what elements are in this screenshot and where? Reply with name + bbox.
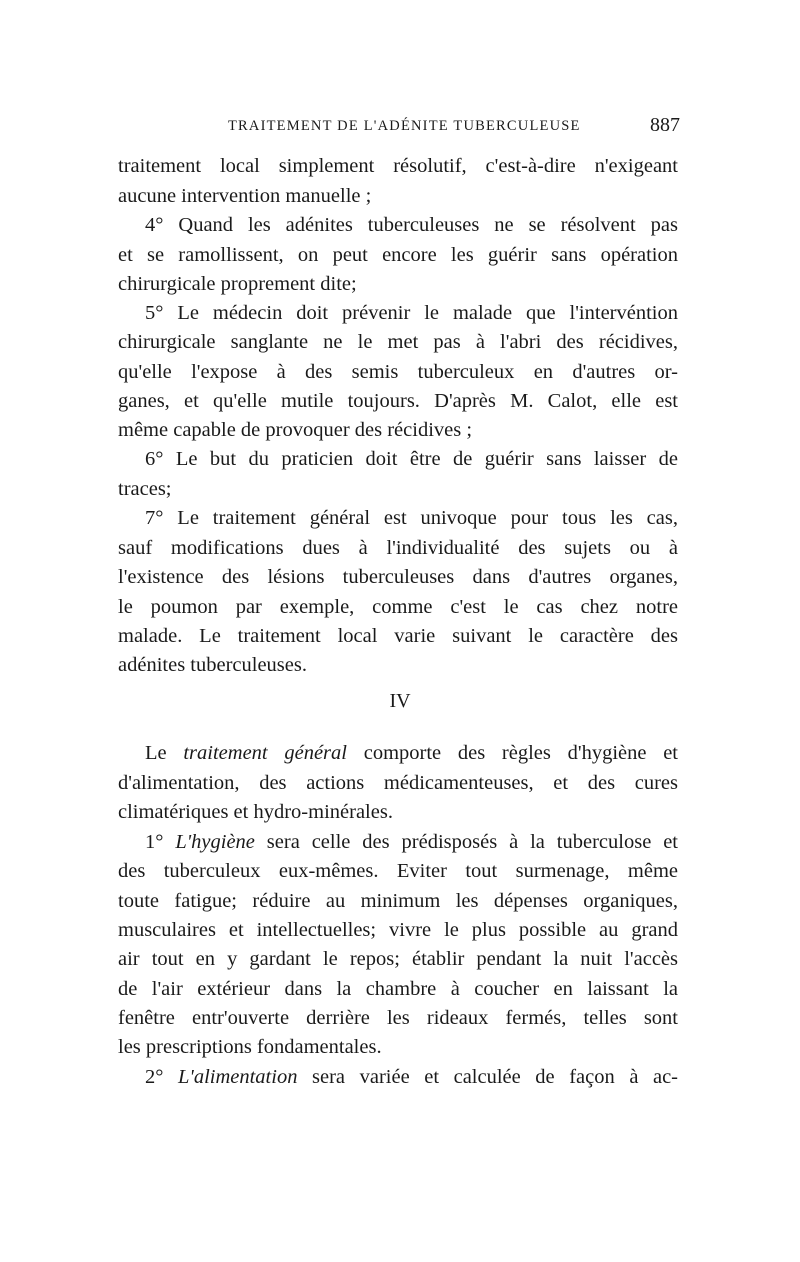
section-heading: IV (389, 690, 411, 712)
text-line: les prescriptions fondamentales. (118, 1036, 382, 1058)
italic-term: traitement général (183, 742, 347, 764)
italic-term: L'hygiène (175, 831, 255, 853)
text-line: sauf modifications dues à l'individualité des sujets ou à (118, 537, 678, 559)
text-line: climatériques et hydro-minérales. (118, 801, 393, 823)
text-line (145, 738, 678, 768)
text-line (145, 1062, 678, 1092)
text-line: malade. Le traitement local varie suivant le caractère des (118, 625, 678, 647)
text-run: comporte des règles d'hygiène et (346, 742, 678, 764)
text-line: aucune intervention manuelle ; (118, 185, 372, 207)
text-line: chirurgicale proprement dite; (118, 273, 357, 295)
text-line: 5° Le médecin doit prévenir le malade que l'intervéntion (145, 302, 678, 324)
text-run: 2° (145, 1066, 179, 1088)
running-header (120, 114, 680, 140)
page-number: 887 (650, 114, 680, 136)
text-run: Le (145, 742, 184, 764)
text-line: des tuberculeux eux-mêmes. Eviter tout surmenage, même (118, 860, 678, 882)
text-run: 1° (145, 831, 176, 853)
text-line: fenêtre entr'ouverte derrière les rideaux fermés, telles sont (118, 1007, 678, 1029)
text-line: traces; (118, 478, 172, 500)
text-line: 7° Le traitement général est univoque pour tous les cas, (145, 507, 678, 529)
text-line: traitement local simplement résolutif, c'est-à-dire n'exigeant (118, 155, 678, 177)
text-line: 4° Quand les adénites tuberculeuses ne se résolvent pas (145, 214, 678, 236)
text-line: l'existence des lésions tuberculeuses dans d'autres organes, (118, 566, 678, 588)
italic-term: L'alimentation (178, 1066, 298, 1088)
text-line: musculaires et intellectuelles; vivre le plus possible au grand (118, 919, 678, 941)
text-line: de l'air extérieur dans la chambre à coucher en laissant la (118, 978, 678, 1000)
text-line: ganes, et qu'elle mutile toujours. D'après M. Calot, elle est (118, 390, 678, 412)
text-line: 6° Le but du praticien doit être de guérir sans laisser de (145, 448, 678, 470)
text-line: toute fatigue; réduire au minimum les dépenses organiques, (118, 890, 678, 912)
text-line: adénites tuberculeuses. (118, 654, 307, 676)
text-line: et se ramollissent, on peut encore les guérir sans opération (118, 244, 678, 266)
running-title: TRAITEMENT DE L'ADÉNITE TUBERCULEUSE (228, 118, 581, 134)
text-line: d'alimentation, des actions médicamenteuses, et des cures (118, 772, 678, 794)
text-run: sera variée et calculée de façon à ac- (297, 1066, 679, 1088)
text-line: le poumon par exemple, comme c'est le cas chez notre (118, 596, 678, 618)
text-line: même capable de provoquer des récidives ; (118, 419, 473, 441)
text-line: air tout en y gardant le repos; établir pendant la nuit l'accès (118, 948, 678, 970)
text-line (145, 827, 678, 857)
text-run: sera celle des prédisposés à la tuberculose et (254, 831, 678, 853)
text-line: chirurgicale sanglante ne le met pas à l'abri des récidives, (118, 331, 678, 353)
text-line: qu'elle l'expose à des semis tuberculeux en d'autres or- (118, 361, 678, 383)
